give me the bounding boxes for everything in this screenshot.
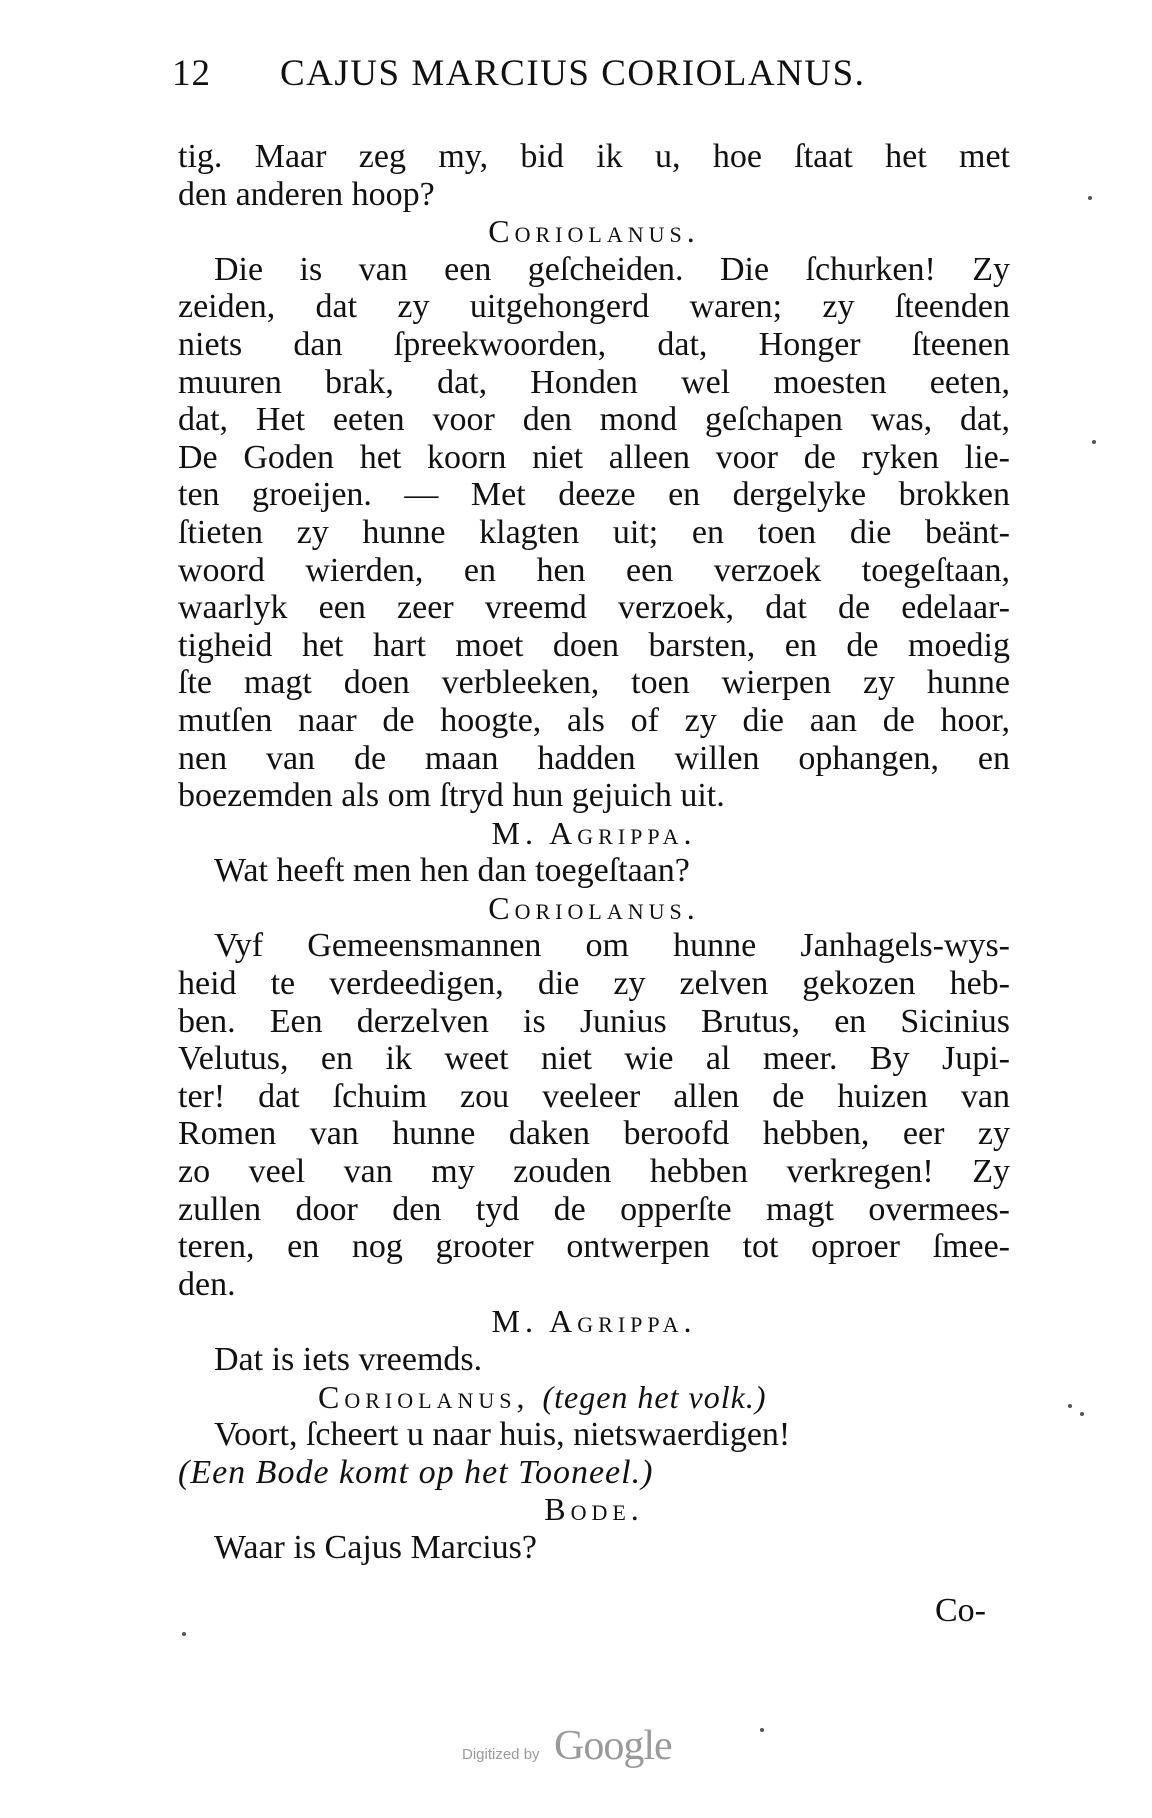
text-line: tigheid het hart moet doen barsten, en de moedig: [178, 626, 1010, 664]
catchword: Co-: [935, 1592, 986, 1629]
text-line: ten groeijen. — Met deeze en dergelyke brokken: [178, 476, 1010, 514]
speaker-name: Bode.: [544, 1491, 644, 1528]
text-line: tig. Maar zeg my, bid ik u, hoe ſtaat het met: [178, 138, 1010, 175]
text-line: niets dan ſpreekwoorden, dat, Honger ſteenen: [178, 325, 1010, 363]
speaker-name: Coriolanus,: [318, 1378, 530, 1415]
stage-direction: (tegen het volk.): [542, 1378, 767, 1415]
text-line: nen van de maan hadden willen ophangen, en: [178, 739, 1010, 777]
speaker-name: Coriolanus.: [488, 213, 700, 250]
text-line: den anderen hoop?: [178, 175, 435, 213]
scan-speck: [1088, 196, 1092, 200]
text-line: Waar is Cajus Marcius?: [214, 1528, 537, 1566]
scan-speck: [1092, 440, 1096, 444]
text-line: zo veel van my zouden hebben verkregen! Zy: [178, 1153, 1010, 1191]
text-line: Die is van een geſcheiden. Die ſchurken! Zy: [214, 250, 1010, 288]
text-line: Dat is iets vreemds.: [214, 1341, 483, 1378]
speaker-name: M. Agrippa.: [491, 1303, 697, 1340]
text-line: heid te verdeedigen, die zy zelven gekozen heb-: [178, 965, 1010, 1003]
text-line: Wat heeft men hen dan toegeſtaan?: [214, 852, 690, 890]
text-line: Vyf Gemeensmannen om hunne Janhagels-wys-: [214, 927, 1010, 965]
speaker-name: Coriolanus.: [488, 889, 700, 926]
text-line: ſtieten zy hunne klagten uit; en toen die beänt-: [178, 513, 1010, 551]
running-title: CAJUS MARCIUS CORIOLANUS.: [280, 53, 866, 94]
scan-speck: [182, 1632, 186, 1636]
digitized-by-label: Digitized by: [462, 1746, 540, 1763]
text-line: woord wierden, en hen een verzoek toegeſtaan,: [178, 551, 1010, 589]
scan-speck: [1080, 1412, 1084, 1416]
speaker-name: M. Agrippa.: [491, 814, 697, 851]
google-logo: Google: [554, 1723, 672, 1769]
page-header: [172, 44, 1012, 96]
text-line: waarlyk een zeer vreemd verzoek, dat de edelaar-: [178, 589, 1010, 627]
text-line: dat, Het eeten voor den mond geſchapen was, dat,: [178, 401, 1010, 439]
scan-speck: [760, 1728, 764, 1732]
stage-direction: (Een Bode komt op het Tooneel.): [178, 1453, 654, 1491]
scan-speck: [1068, 1404, 1072, 1408]
digitization-watermark: [462, 1718, 702, 1778]
text-line: muuren brak, dat, Honden wel moesten eeten,: [178, 363, 1010, 401]
text-line: zeiden, dat zy uitgehongerd waren; zy ſteenden: [178, 288, 1010, 326]
text-line: De Goden het koorn niet alleen voor de ryken lie-: [178, 438, 1010, 476]
text-line: teren, en nog grooter ontwerpen tot oproer ſmee-: [178, 1228, 1010, 1266]
text-line: ben. Een derzelven is Junius Brutus, en Sicinius: [178, 1002, 1010, 1040]
text-line: boezemden als om ſtryd hun gejuich uit.: [178, 777, 725, 815]
text-line: Romen van hunne daken beroofd hebben, eer zy: [178, 1115, 1010, 1153]
text-line: Velutus, en ik weet niet wie al meer. By Jupi-: [178, 1040, 1010, 1078]
text-line: zullen door den tyd de opperſte magt overmees-: [178, 1190, 1010, 1228]
text-line: den.: [178, 1265, 236, 1303]
speaker-with-direction: [178, 1379, 1010, 1417]
text-line: Voort, ſcheert u naar huis, nietswaerdigen!: [214, 1416, 791, 1454]
text-line: ſte magt doen verbleeken, toen wierpen zy hunne: [178, 664, 1010, 702]
text-line: mutſen naar de hoogte, als of zy die aan de hoor,: [178, 701, 1010, 739]
page-number: 12: [172, 53, 211, 94]
page-text: [178, 138, 1010, 1567]
text-line: ter! dat ſchuim zou veeleer allen de huizen van: [178, 1077, 1010, 1115]
